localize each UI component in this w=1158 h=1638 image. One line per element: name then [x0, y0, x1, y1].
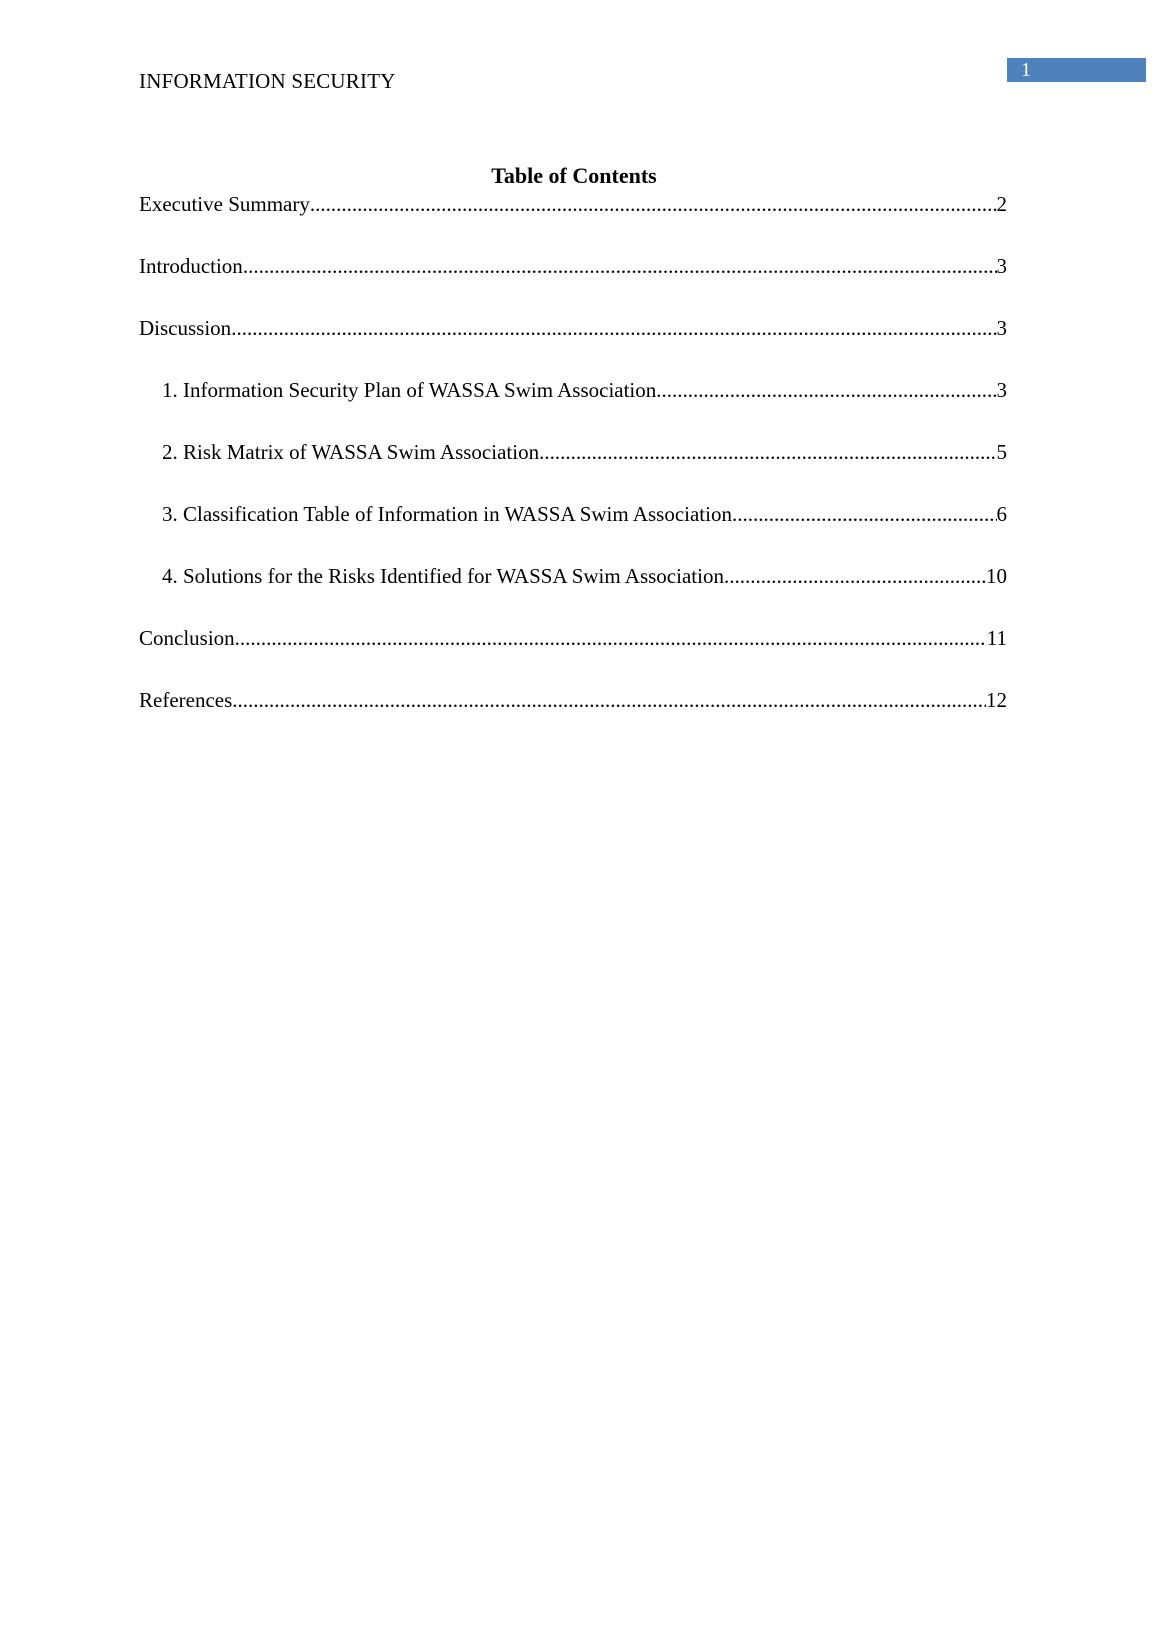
toc-entry-label: Introduction	[139, 254, 243, 278]
toc-entry-security-plan[interactable]	[139, 376, 1007, 404]
toc-dot-leader	[231, 314, 996, 342]
toc-entry-page: 5	[996, 440, 1007, 464]
toc-entry-label: 3. Classification Table of Information in WASSA Swim Association	[162, 502, 732, 526]
toc-entry-executive-summary[interactable]	[139, 190, 1007, 218]
page-number: 1	[1007, 58, 1146, 82]
toc-entry-discussion[interactable]	[139, 314, 1007, 342]
toc-entry-page: 3	[996, 378, 1007, 402]
toc-entry-page: 11	[986, 626, 1007, 650]
running-head: INFORMATION SECURITY	[139, 69, 396, 93]
toc-entry-risk-matrix[interactable]	[139, 438, 1007, 466]
toc-entry-introduction[interactable]	[139, 252, 1007, 280]
toc-entry-label: 1. Information Security Plan of WASSA Swim Association	[162, 378, 657, 402]
toc-entry-page: 12	[986, 688, 1007, 712]
toc-entry-page: 2	[996, 192, 1007, 216]
toc-entry-page: 10	[986, 564, 1007, 588]
toc-dot-leader	[235, 624, 987, 652]
toc-entry-solutions[interactable]	[139, 562, 1007, 590]
toc-dot-leader	[243, 252, 997, 280]
toc-dot-leader	[656, 376, 996, 404]
toc-entry-conclusion[interactable]	[139, 624, 1007, 652]
toc-entry-label: Conclusion	[139, 626, 235, 650]
toc-entry-label: References	[139, 688, 233, 712]
toc-dot-leader	[232, 686, 986, 714]
table-of-contents	[139, 190, 1007, 748]
toc-entry-references[interactable]	[139, 686, 1007, 714]
toc-dot-leader	[310, 190, 997, 218]
toc-entry-page: 3	[996, 316, 1007, 340]
toc-entry-classification-table[interactable]	[139, 500, 1007, 528]
toc-entry-label: Discussion	[139, 316, 232, 340]
toc-entry-label: 4. Solutions for the Risks Identified for WASSA Swim Association	[162, 564, 724, 588]
toc-title: Table of Contents	[491, 163, 657, 188]
toc-entry-label: Executive Summary	[139, 192, 310, 216]
toc-entry-label: 2. Risk Matrix of WASSA Swim Association	[162, 440, 540, 464]
toc-entry-page: 6	[996, 502, 1007, 526]
toc-dot-leader	[724, 562, 986, 590]
toc-entry-page: 3	[996, 254, 1007, 278]
toc-dot-leader	[732, 500, 997, 528]
toc-dot-leader	[539, 438, 996, 466]
